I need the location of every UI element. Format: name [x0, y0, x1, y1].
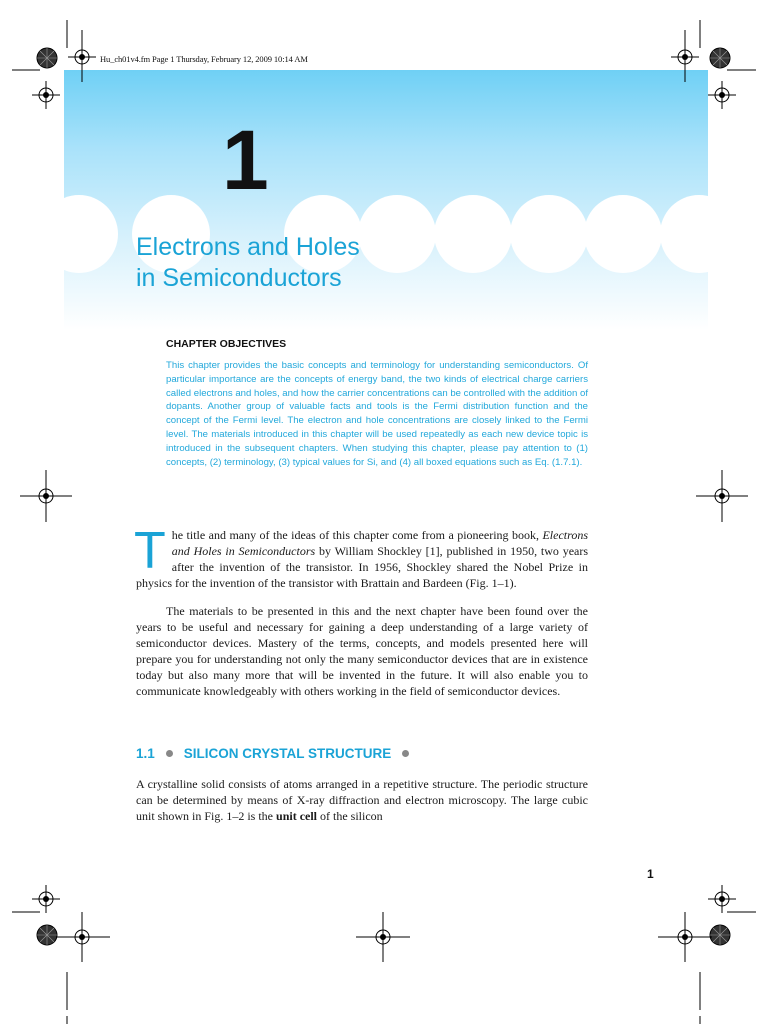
file-slug-header: Hu_ch01v4.fm Page 1 Thursday, February 12, 2009 10:14 AM	[100, 54, 308, 64]
intro-text-b: by William Shockley [1], published in 1950, two years after the invention of the transistor. In 1956, Shockley shared the Nobel Prize in physics for the invention of the transistor with Brattain and Bardeen (Fig. 1–1).	[136, 543, 589, 590]
star-target-icon	[710, 925, 730, 945]
registration-mark-icon	[708, 81, 736, 109]
registration-mark-icon	[68, 43, 96, 71]
section-heading	[136, 746, 420, 761]
bullet-dot-icon	[166, 750, 173, 757]
decorative-circle	[64, 195, 118, 273]
registration-mark-icon	[32, 482, 60, 510]
registration-mark-icon	[708, 885, 736, 913]
book-title: Electrons and Holes in Semiconductors	[171, 528, 588, 558]
objectives-text: This chapter provides the basic concepts and terminology for understanding semiconductors. Of particular importance are the concepts of energy band, the two kinds of electrical charge carriers called electrons and holes, and how the carrier concentrations can be controlled with the addition of dopants. Another group of valuable facts and tools is the Fermi distribution function and the concept of the Fermi level. The electron and hole concentrations are closely linked to the Fermi level. The materials introduced in this chapter will be used repeatedly as each new device topic is introduced in the subsequent chapters. When studying this chapter, please pay attention to (1) concepts, (2) terminology, (3) typical values for Si, and (4) all boxed equations such as Eq. (1.7.1).	[166, 360, 588, 468]
chapter-number: 1	[222, 113, 269, 207]
star-target-icon	[37, 925, 57, 945]
star-target-icon	[710, 48, 730, 68]
intro-paragraph-2: The materials to be presented in this and the next chapter have been found over the years to be useful and necessary for gaining a deep understanding of a large variety of semiconductor devices. Mastery of the terms, concepts, and models presented here will prepare you for understanding not only the many semiconductor devices that are in existence today but also many more that will be invented in the future. It will also enable you to communicate knowledgeably with others working in the field of semiconductor devices.	[136, 604, 588, 698]
intro-text-a: he title and many of the ideas of this chapter come from a pioneering book,	[171, 528, 543, 542]
page-number: 1	[647, 867, 654, 881]
registration-mark-icon	[68, 923, 96, 951]
intro-paragraph	[134, 522, 589, 592]
decorative-circle	[584, 195, 662, 273]
section-paragraph	[136, 777, 588, 825]
chapter-title-line1: Electrons and Holes	[136, 233, 360, 261]
registration-mark-icon	[32, 81, 60, 109]
bullet-dot-icon	[402, 750, 409, 757]
section-text-b: of the silicon	[317, 808, 383, 823]
chapter-title	[136, 232, 556, 294]
chapter-title-line2: in Semiconductors	[136, 264, 342, 292]
section-text-a: A crystalline solid consists of atoms arranged in a repetitive structure. The periodic structure can be determined by means of X-ray diffraction and electron microscopy. The large cubic unit shown in Fig. 1–2 is the	[136, 777, 588, 823]
unit-cell-term: unit cell	[276, 808, 318, 823]
section-title: SILICON CRYSTAL STRUCTURE	[183, 746, 392, 761]
star-target-icon	[37, 48, 57, 68]
registration-mark-icon	[369, 923, 397, 951]
decorative-circle	[660, 195, 708, 273]
objectives-heading: CHAPTER OBJECTIVES	[166, 338, 287, 350]
registration-mark-icon	[708, 482, 736, 510]
registration-mark-icon	[32, 885, 60, 913]
registration-mark-icon	[671, 43, 699, 71]
drop-cap: T	[134, 522, 166, 580]
section-number: 1.1	[136, 746, 155, 761]
registration-mark-icon	[671, 923, 699, 951]
